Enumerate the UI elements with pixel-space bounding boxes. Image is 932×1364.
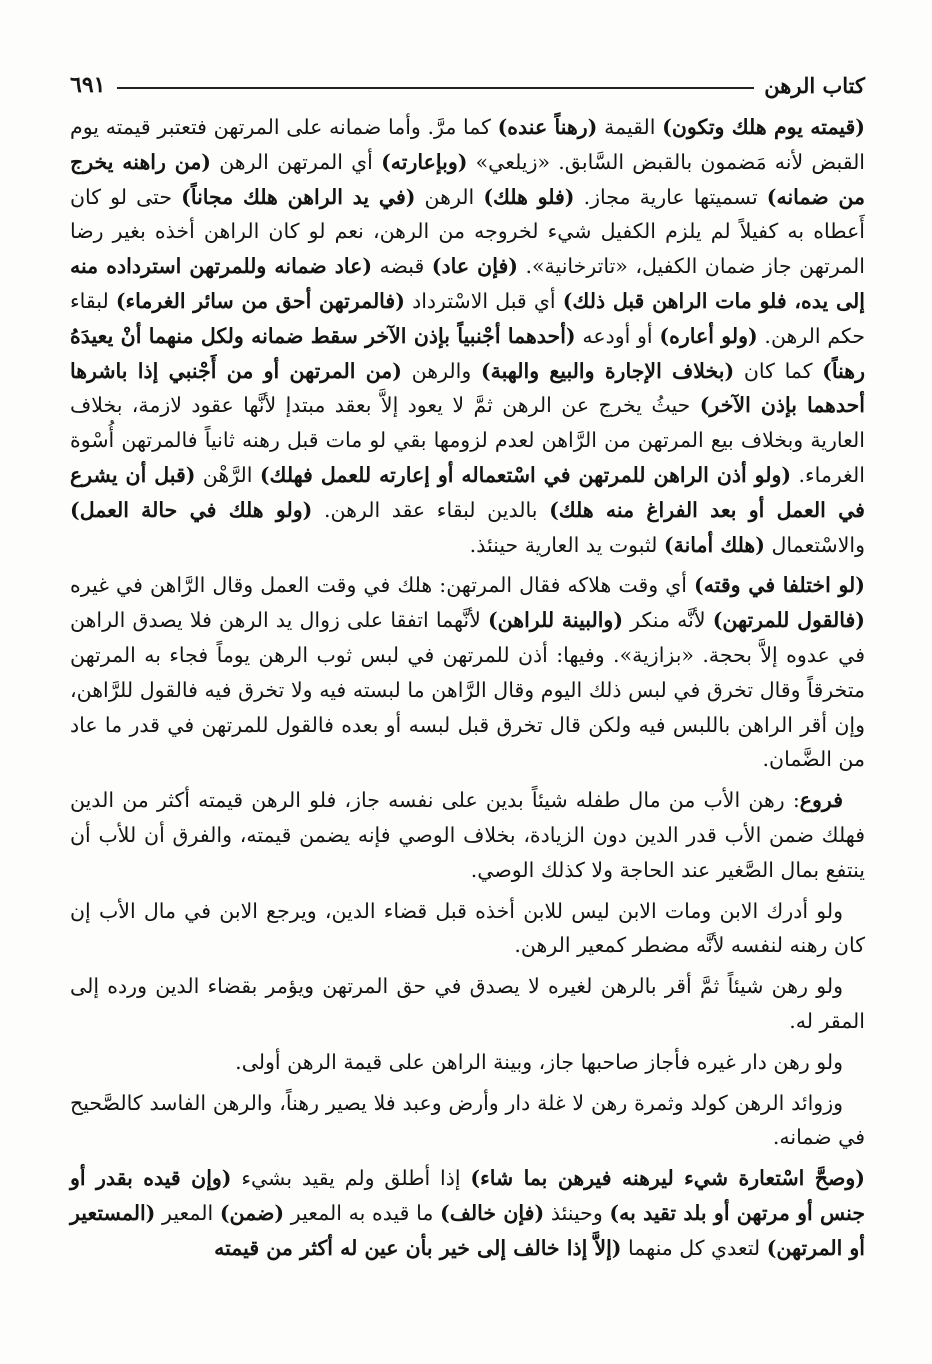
sharh-text: وحينئذ bbox=[544, 1200, 610, 1225]
paragraph bbox=[70, 1086, 865, 1156]
bold-matn-text: (في يد الراهن هلك مجاناً) bbox=[181, 184, 416, 209]
paragraph bbox=[70, 568, 865, 777]
bold-matn-text: (قيمته يوم هلك وتكون) bbox=[662, 115, 865, 139]
sharh-text: أي وقت هلاكه فقال المرتهن: هلك في وقت العمل وقال الرَّاهن في غيره bbox=[70, 573, 694, 598]
bold-matn-text: (هلك أمانة) bbox=[663, 532, 765, 557]
bold-matn-text: (وبإعارته) bbox=[381, 149, 468, 174]
sharh-text: الرَّهْن bbox=[195, 462, 260, 487]
sharh-text: المعير bbox=[155, 1200, 220, 1225]
sharh-text: وزوائد الرهن كولد وثمرة رهن لا غلة دار وأرض وعبد فلا يصير رهناً، والرهن الفاسد كالصَّحيح في ضمانه. bbox=[70, 1090, 865, 1150]
bold-matn-text: (ضمن) bbox=[219, 1200, 285, 1225]
sharh-text: لتعدي كل منهما bbox=[621, 1235, 767, 1260]
bold-matn-text: (قبل أن يشرع في العمل أو بعد الفراغ منه هلك) bbox=[70, 462, 865, 522]
bold-matn-text: (المستعير أو المرتهن) bbox=[70, 1200, 865, 1260]
sharh-text: : رهن الأب من مال طفله شيئاً بدين على نفسه جاز، فلو الرهن قيمته أكثر من الدين فهلك ضمن الأب قدر الدين دون الزيادة، بخلاف الوصي فإنه يضمن قيمته، والفرق أن للأب أن ينتفع بمال الصَّغير عند الحاجة ولا كذلك الوصي. bbox=[70, 788, 865, 882]
sharh-text: حتى لو كان أَعطاه به كفيلاً لم يلزم الكفيل شيء لخروجه من الرهن، نعم لو كان الراهن أخذه بغير رضا المرتهن جاز ضمان الكفيل، «تاترخانية». bbox=[70, 184, 865, 279]
paragraph bbox=[70, 783, 865, 887]
paragraph bbox=[70, 1045, 865, 1080]
sharh-text: الرهن bbox=[415, 184, 484, 209]
paragraph bbox=[70, 894, 865, 964]
sharh-text: تسميتها عارية مجاز. bbox=[574, 184, 767, 209]
sharh-text: لأنَّه منكر bbox=[623, 608, 713, 633]
sharh-text: ولو أدرك الابن ومات الابن ليس للابن أخذه قبل قضاء الدين، ويرجع الابن في مال الأب إن كان رهنه لنفسه لأنَّه مضطر كمعير الرهن. bbox=[70, 898, 865, 958]
bold-matn-text: (فإن عاد) bbox=[431, 254, 518, 279]
bold-matn-text: (فلو هلك) bbox=[483, 184, 575, 209]
bold-matn-text: (ولو أعاره) bbox=[659, 323, 758, 348]
bold-matn-text: (رهناً عنده) bbox=[497, 115, 598, 139]
sharh-text: قبضه bbox=[372, 254, 432, 279]
bold-matn-text: (لو اختلفا في وقته) bbox=[694, 573, 865, 598]
page-header bbox=[70, 58, 865, 98]
bold-matn-text: (ولو هلك في حالة العمل) bbox=[70, 497, 313, 522]
bold-matn-text: (إلاَّ إذا خالف إلى خير بأن عين له أكثر من قيمته bbox=[214, 1235, 622, 1260]
bold-matn-text: (أحدهما أجْنبياً بإذن الآخر سقط ضمانه ولكل منهما أنْ يعيدَهُ رهناً) bbox=[70, 323, 865, 383]
sharh-text: كما كان bbox=[734, 358, 823, 383]
sharh-text: لثبوت يد العارية حينئذ. bbox=[469, 532, 664, 557]
sharh-text: القيمة bbox=[597, 115, 663, 139]
page-number: ٦٩١ bbox=[70, 72, 106, 98]
bold-matn-text: (من المرتهن أو من أَجْنبي إذا باشرها أحدهما بإذن الآخر) bbox=[70, 358, 865, 418]
bold-matn-text: (عاد ضمانه وللمرتهن استرداده منه إلى يده، فلو مات الراهن قبل ذلك) bbox=[70, 254, 865, 313]
sharh-text: لأنَّهما اتفقا على زوال يد الرهن فلا يصدق الراهن في عدوه إلاَّ بحجة. «بزازية». وفيها: أذن للمرتهن في لبس ثوب الرهن يوماً فجاء به المرتهن متخرقاً وقال تخرق في لبس ذلك اليوم وقال الرَّاهن ما لبسته فيه ولا تخرق فيه فالقول للرَّاهن، وإن أقر الراهن باللبس فيه ولكن قال تخرق قبل لبسه أو بعده فالقول للمرتهن في قدر ما عاد من الضَّمان. bbox=[70, 608, 865, 772]
header-rule bbox=[117, 87, 754, 89]
sharh-text: ولو رهن شيئاً ثمَّ أقر بالرهن لغيره لا يصدق في حق المرتهن ويؤمر بقضاء الدين ورده إلى المقر له. bbox=[70, 974, 865, 1033]
paragraph bbox=[70, 969, 865, 1039]
bold-matn-text: (وصحَّ اسْتعارة شيء ليرهنه فيرهن بما شاء) bbox=[470, 1166, 866, 1191]
sharh-text: أي المرتهن الرهن bbox=[211, 149, 382, 174]
bold-matn-text: فروع bbox=[799, 788, 843, 813]
bold-matn-text: (فإن خالف) bbox=[440, 1200, 545, 1225]
bold-matn-text: (والبينة للراهن) bbox=[487, 608, 624, 633]
sharh-text: بالدين لبقاء عقد الرهن. bbox=[312, 497, 550, 522]
bold-matn-text: (وإن قيده بقدر أو جنس أو مرتهن أو بلد تقيد به) bbox=[70, 1166, 865, 1225]
bold-matn-text: (ولو أذن الراهن للمرتهن في اسْتعماله أو إعارته للعمل فهلك) bbox=[259, 462, 792, 487]
bold-matn-text: (فالقول للمرتهن) bbox=[712, 608, 865, 633]
paragraph bbox=[70, 110, 865, 562]
bold-matn-text: (فالمرتهن أحق من سائر الغرماء) bbox=[115, 288, 405, 313]
sharh-text: حيثُ يخرج عن الرهن ثمَّ لا يعود إلاَّ بعقد مبتدإ لأنَّها عقود لازمة، بخلاف العارية وبخلاف بيع المرتهن من الرَّاهن لعدم لزومها بقي لو مات قبل رهنه ثانياً فالمرتهن أُسْوة الغرماء. bbox=[70, 393, 865, 487]
paragraph bbox=[70, 1161, 865, 1265]
sharh-text: والاسْتعمال bbox=[764, 532, 865, 557]
book-page bbox=[70, 58, 865, 1348]
sharh-text: ولو رهن دار غيره فأجاز صاحبها جاز، وبينة الراهن على قيمة الرهن أولى. bbox=[235, 1049, 843, 1074]
sharh-text: كما مرَّ. وأما ضمانه على المرتهن فتعتبر قيمته يوم القبض لأنه مَضمون بالقبض السَّابق. «زيلعي» bbox=[70, 115, 866, 174]
sharh-text: والرهن bbox=[401, 358, 481, 383]
page-body bbox=[70, 110, 865, 1266]
bold-matn-text: (من راهنه يخرج من ضمانه) bbox=[70, 149, 865, 209]
sharh-text: أي قبل الاسْترداد bbox=[404, 288, 563, 313]
bold-matn-text: (بخلاف الإجارة والبيع والهبة) bbox=[480, 358, 735, 383]
chapter-title: كتاب الرهن bbox=[764, 73, 865, 98]
sharh-text: إذا أطلق ولم يقيد بشيء bbox=[231, 1166, 471, 1191]
sharh-text: أو أودعه bbox=[575, 323, 660, 348]
sharh-text: لبقاء حكم الرهن. bbox=[70, 288, 865, 348]
sharh-text: ما قيده به المعير bbox=[284, 1200, 441, 1225]
